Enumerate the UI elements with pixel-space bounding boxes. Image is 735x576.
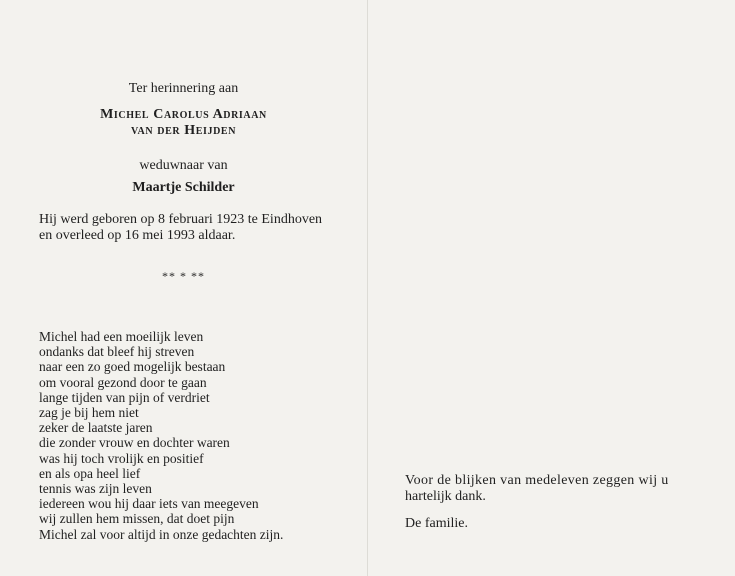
thanks-message <box>405 473 705 505</box>
bio-birth-line: Hij werd geboren op 8 februari 1923 te Eindhoven <box>39 212 323 227</box>
poem-line: lange tijden van pijn of verdriet <box>39 389 210 405</box>
poem-line: zeker de laatste jaren <box>39 420 153 436</box>
deceased-name-line1: Michel Carolus Adriaan <box>100 107 267 122</box>
poem-line: Michel had een moeilijk leven <box>39 329 204 344</box>
poem-line: was hij toch vrolijk en positief <box>39 450 204 466</box>
widower-text: weduwnaar van <box>139 158 228 173</box>
intro-text: Ter herinnering aan <box>128 81 239 96</box>
poem-line: Michel zal voor altijd in onze gedachten zijn. <box>39 526 284 542</box>
poem-line: tennis was zijn leven <box>39 481 152 497</box>
thanks-line1: Voor de blijken van medeleven zeggen wij u <box>405 473 669 488</box>
poem-line: om vooral gezond door te gaan <box>39 374 207 390</box>
thanks-line2: hartelijk dank. <box>405 489 486 504</box>
poem <box>39 329 359 542</box>
stars-separator: ** * ** <box>162 269 205 283</box>
poem-line: zag je bij hem niet <box>39 405 139 421</box>
poem-line: en als opa heel lief <box>39 465 141 481</box>
family-signature: De familie. <box>405 516 468 531</box>
poem-line: die zonder vrouw en dochter waren <box>39 435 230 451</box>
poem-line: iedereen wou hij daar iets van meegeven <box>39 496 259 512</box>
spouse-name: Maartje Schilder <box>132 180 235 195</box>
poem-line: ondanks dat bleef hij streven <box>39 344 195 360</box>
bio-death-line: en overleed op 16 mei 1993 aldaar. <box>39 228 236 243</box>
poem-line: naar een zo goed mogelijk bestaan <box>39 359 226 375</box>
left-panel <box>0 0 367 576</box>
deceased-name-line2: van der Heijden <box>130 123 237 138</box>
poem-line: wij zullen hem missen, dat doet pijn <box>39 511 235 527</box>
